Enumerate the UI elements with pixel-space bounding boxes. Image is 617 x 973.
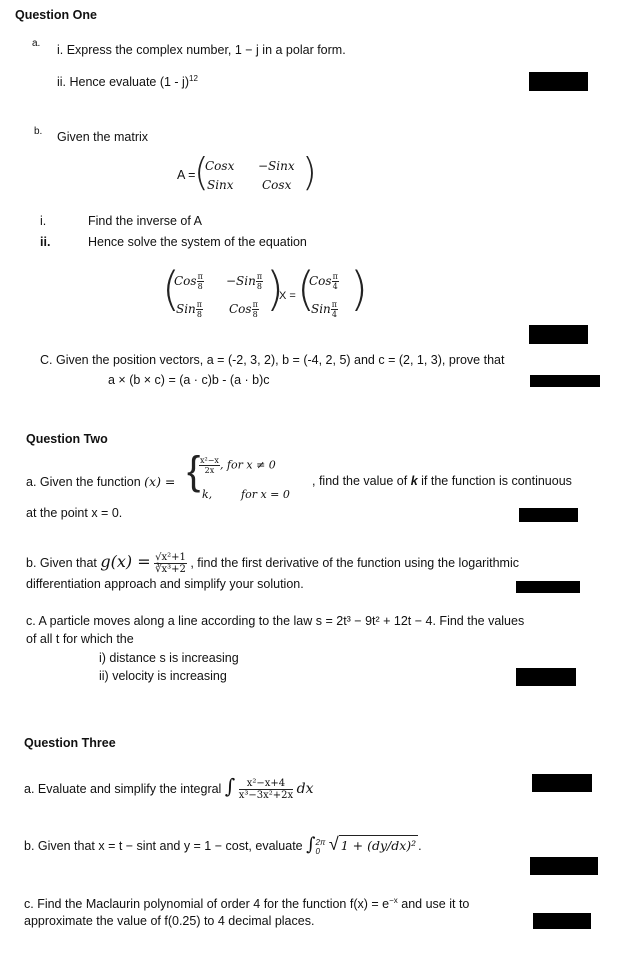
q2-c-line1: c. A particle moves along a line according to the law s = 2t³ − 9t² + 12t − 4. Find the values (26, 614, 525, 628)
sys-rhs-2-frac (331, 300, 338, 319)
redaction-box (532, 774, 592, 792)
q3-b-root: √ (328, 834, 339, 854)
q2-a-post (312, 474, 572, 488)
q3-b-lower: 0 (315, 846, 320, 856)
sys-m11 (174, 272, 204, 291)
q3-b-limits (316, 838, 326, 856)
sys-m22-den: 8 (252, 310, 258, 319)
q2-a-pre: a. Given the function (26, 475, 141, 489)
q2-c-line2: of all t for which the (26, 632, 134, 646)
redaction-box (519, 508, 578, 522)
sys-rhs-1-num: π (332, 272, 338, 281)
matrix-a-label: A = (177, 168, 196, 182)
q2-b-line2: differentiation approach and simplify your solution. (26, 577, 304, 591)
sys-rhs-2-den: 4 (331, 310, 337, 319)
sys-x-equals: X = (279, 290, 296, 302)
q2-b-post: , find the first derivative of the function using the logarithmic (190, 556, 519, 570)
q2-b-pre: b. Given that (26, 556, 97, 570)
sys-right-paren: ) (266, 262, 284, 316)
q2-a-post-2: if the function is continuous (421, 474, 572, 488)
q1-c-formula: a × (b × c) = (a · c)b - (a · b)c (108, 373, 270, 387)
q1-b-label: b. (34, 126, 43, 137)
question-three-title: Question Three (24, 736, 116, 750)
q2-a-post-1: , find the value of (312, 474, 408, 488)
sys-m12 (226, 272, 263, 291)
q2-a-brace: { (187, 449, 201, 493)
q1-a-ii-base: ii. Hence evaluate (1 - j) (57, 75, 190, 90)
sys-m21 (176, 300, 203, 319)
sys-rhs-1-den: 4 (332, 282, 338, 291)
q3-c-line1-post: and use it to (401, 897, 470, 912)
sys-m11-fn: Cos (174, 274, 197, 288)
sys-rhs-left-paren: ( (297, 262, 315, 316)
matrix-a-m22: Cosx (262, 178, 292, 192)
redaction-box (530, 857, 598, 875)
matrix-a-left-paren: ( (194, 150, 209, 194)
redaction-box (516, 668, 576, 686)
q1-ii-label: ii. (40, 235, 51, 249)
q1-a-ii-text (57, 74, 198, 89)
sys-m22-fn: Cos (229, 302, 252, 316)
q3-a-num: x²−x+4 (239, 778, 293, 790)
q2-b-frac (154, 552, 187, 575)
q2-a-piece1-den: 2x (204, 466, 215, 475)
sys-m22 (229, 300, 259, 319)
q2-b-text (26, 552, 519, 575)
sys-m11-frac (197, 272, 204, 291)
matrix-a-right-paren: ) (302, 150, 317, 194)
q3-b-period: . (418, 839, 422, 853)
q2-a-piece1-num: x²−x (200, 456, 219, 465)
sys-m22-frac (252, 300, 259, 319)
q3-b-text (24, 834, 422, 856)
sys-m12-num: π (256, 272, 263, 281)
q3-b-inner: 1 + (dy/dx)² (339, 835, 418, 853)
sys-rhs-2-fn: Sin (311, 302, 331, 316)
sys-rhs-1-frac (332, 272, 339, 291)
sys-m11-num: π (197, 272, 203, 281)
q3-c-line2: approximate the value of f(0.25) to 4 decimal places. (24, 914, 315, 928)
redaction-box (516, 581, 580, 593)
q2-a-piece1-frac (199, 456, 220, 475)
sys-left-paren: ( (162, 262, 180, 316)
sys-m12-den: 8 (256, 282, 263, 291)
redaction-box (533, 913, 591, 929)
q1-i-label: i. (40, 214, 47, 228)
q2-c-ii: ii) velocity is increasing (99, 669, 227, 683)
redaction-box (529, 72, 588, 91)
sys-rhs-1-fn: Cos (309, 274, 332, 288)
q3-a-text (24, 774, 314, 801)
matrix-a-m12: −Sinx (258, 159, 295, 173)
redaction-box (530, 375, 600, 387)
q3-a-frac (239, 778, 293, 801)
q3-b-upper: 2π (315, 837, 326, 847)
q3-c-line1 (24, 896, 469, 911)
sys-rhs-1 (309, 272, 339, 291)
question-one-title: Question One (15, 8, 97, 22)
matrix-a-m11: Cosx (205, 159, 235, 173)
q2-b-num: √x²+1 (155, 552, 186, 564)
q3-a-integral: ∫ (224, 774, 236, 798)
q2-a-k: k (410, 474, 418, 488)
q1-b-text: Given the matrix (57, 130, 149, 144)
q1-a-i-text: i. Express the complex number, 1 − j in a polar form. (57, 43, 346, 57)
q2-a-text (26, 474, 175, 489)
q1-i-text: Find the inverse of A (88, 214, 202, 228)
matrix-a-m21: Sinx (207, 178, 234, 192)
sys-rhs-2 (311, 300, 338, 319)
sys-m11-den: 8 (197, 282, 203, 291)
q1-a-ii-exponent: 12 (189, 74, 198, 83)
q3-a-den: x³−3x²+2x (238, 790, 294, 802)
q3-c-line1-text: c. Find the Maclaurin polynomial of order 4 for the function f(x) = e (24, 897, 390, 912)
q2-a-line2: at the point x = 0. (26, 506, 123, 520)
sys-m22-num: π (252, 300, 258, 309)
sys-rhs-right-paren: ) (350, 262, 368, 316)
q1-ii-text: Hence solve the system of the equation (88, 235, 307, 249)
q1-c-text: C. Given the position vectors, a = (-2, 3, 2), b = (-4, 2, 5) and c = (2, 1, 3), prove that (40, 353, 505, 367)
q1-a-label: a. (32, 38, 41, 49)
q2-b-den: ∛x³+2 (155, 564, 186, 576)
q2-a-piece1-cond: , for x ≠ 0 (219, 458, 276, 472)
sys-m12-frac (256, 272, 263, 291)
q3-a-pre: a. Evaluate and simplify the integral (24, 782, 222, 796)
q3-b-pre: b. Given that x = t − sint and y = 1 − cost, evaluate (24, 839, 303, 853)
q3-b-integral: ∫ (306, 834, 316, 855)
q2-b-g: g(x) = (100, 552, 151, 571)
q2-a-fx: (x) = (144, 474, 176, 489)
q2-a-piece1 (199, 456, 276, 475)
question-two-title: Question Two (26, 432, 108, 446)
sys-m21-frac (196, 300, 203, 319)
q3-c-exponent: −x (389, 896, 398, 905)
redaction-box (529, 325, 588, 344)
sys-rhs-2-num: π (331, 300, 338, 309)
q3-a-dx: dx (296, 781, 314, 797)
sys-m21-fn: Sin (176, 302, 196, 316)
sys-m21-den: 8 (196, 310, 202, 319)
sys-m12-fn: −Sin (226, 274, 256, 288)
sys-m21-num: π (196, 300, 203, 309)
q2-c-i: i) distance s is increasing (99, 651, 239, 665)
q2-a-piece2: k, (202, 488, 213, 501)
q2-a-piece2-cond: for x = 0 (241, 488, 290, 501)
